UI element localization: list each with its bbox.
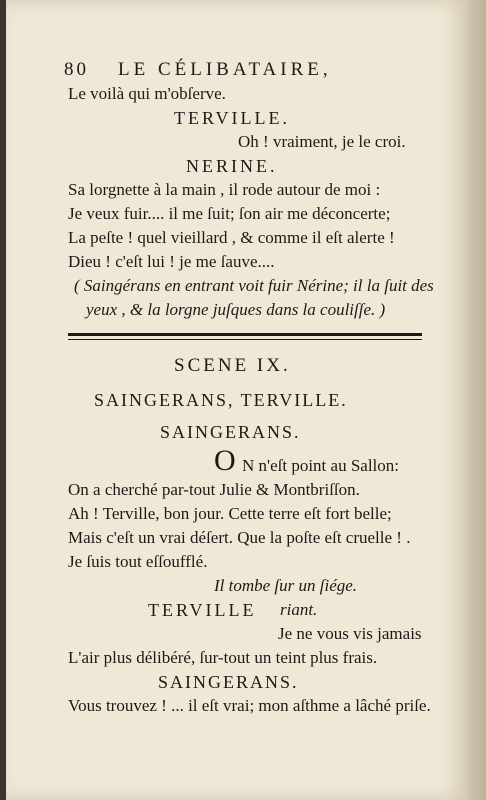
verse-line: Mais c'eſt un vrai déſert. Que la poſte eſt cruelle ! . — [68, 528, 411, 547]
page-number: 80 — [64, 59, 89, 80]
verse-line: On a cherché par-tout Julie & Montbriſſon. — [68, 480, 360, 499]
thin-rule — [68, 339, 422, 340]
book-page — [6, 0, 468, 800]
speaker-name: SAINGERANS. — [158, 672, 299, 692]
speaker-name: SAINGERANS. — [160, 422, 301, 442]
speaker-name: TERVILLE. — [174, 108, 291, 128]
speaker-name: NERINE. — [186, 156, 278, 176]
stage-direction: yeux , & la lorgne juſques dans la couliſſe. ) — [86, 300, 386, 319]
running-head: LE CÉLIBATAIRE, — [118, 59, 332, 80]
scene-heading: SCENE IX. — [174, 355, 291, 376]
verse-line: L'air plus délibéré, ſur-tout un teint plus frais. — [68, 648, 378, 667]
verse-line: La peſte ! quel vieillard , & comme il eſt alerte ! — [68, 228, 395, 247]
verse-line: Je ſuis tout eſſoufflé. — [68, 552, 208, 571]
verse-line: Le voilà qui m'obſerve. — [68, 84, 226, 103]
verse-line: Je veux fuir.... il me ſuit; ſon air me déconcerte; — [68, 204, 391, 223]
verse-line: Dieu ! c'eſt lui ! je me ſauve.... — [68, 252, 275, 271]
drop-capital: O — [214, 444, 236, 477]
verse-line: Oh ! vraiment, je le croi. — [238, 132, 406, 151]
stage-direction: ( Saingérans en entrant voit fuir Nérine; il la ſuit des — [74, 276, 434, 295]
verse-line: Sa lorgnette à la main , il rode autour de moi : — [68, 180, 381, 199]
stage-direction: Il tombe ſur un ſiége. — [214, 576, 358, 595]
verse-line: N n'eſt point au Sallon: — [242, 456, 399, 475]
verse-line: Ah ! Terville, bon jour. Cette terre eſt fort belle; — [68, 504, 392, 523]
verse-line: Vous trouvez ! ... il eſt vrai; mon aſthme a lâché priſe. — [68, 696, 431, 715]
speaker-direction: riant. — [280, 600, 318, 619]
speaker-name: TERVILLE — [148, 600, 257, 620]
cast-list: SAINGERANS, TERVILLE. — [94, 390, 348, 410]
thick-rule — [68, 333, 422, 336]
verse-line: Je ne vous vis jamais — [278, 624, 422, 643]
adjacent-page-edge — [468, 0, 486, 800]
